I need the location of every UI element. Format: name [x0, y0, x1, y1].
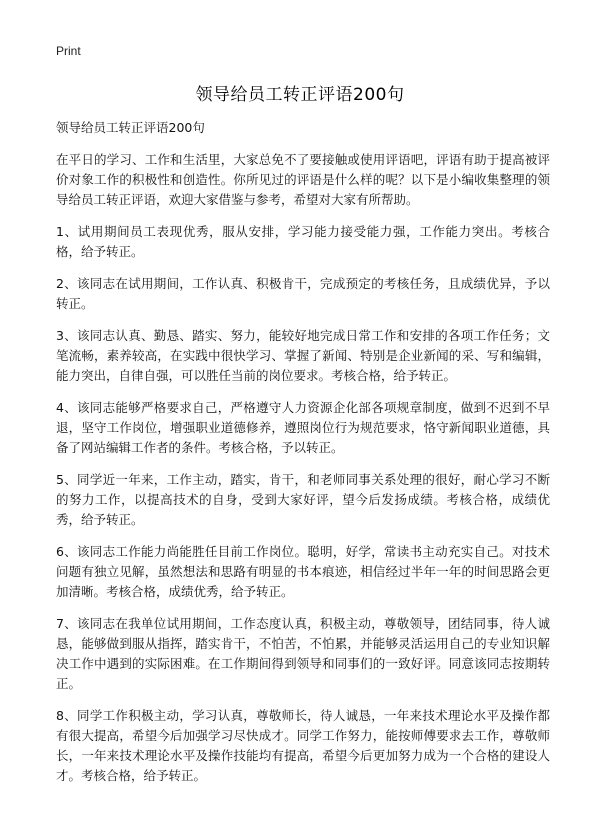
- comment-item-6: 6、该同志工作能力尚能胜任目前工作岗位。聪明，好学，常读书主动充实自己。对技术问题有独立见解，虽然想法和思路有明显的书本痕迹，相信经过半年一年的时间思路会更加清晰。考核合格，成绩优秀，给予转正。: [56, 544, 550, 599]
- comment-item-8: 8、同学工作积极主动，学习认真，尊敬师长，待人诚恳，一年来技术理论水平及操作都有很大提高，希望今后加强学习尽快成才。同学工作努力，能按师傅要求去工作，尊敬师长，一年来技术理论水平及操作技能均有提高，希望今后更加努力成为一个合格的建设人才。考核合格，给予转正。: [56, 708, 550, 783]
- comment-item-4: 4、该同志能够严格要求自己，严格遵守人力资源企化部各项规章制度，做到不迟到不早退，坚守工作岗位，增强职业道德修养，遵照岗位行为规范要求，恪守新闻职业道德，具备了网站编辑工作者的条件。考核合格，予以转正。: [56, 400, 550, 455]
- comment-item-7: 7、该同志在我单位试用期间，工作态度认真，积极主动，尊敬领导，团结同事，待人诚恳，能够做到服从指挥，踏实肯干，不怕苦，不怕累，并能够灵活运用自己的专业知识解决工作中遇到的实际困难。在工作期间得到领导和同事们的一致好评。同意该同志按期转正。: [56, 616, 550, 691]
- article-body: [56, 118, 550, 798]
- page-title: 领导给员工转正评语200句: [195, 85, 405, 105]
- print-link[interactable]: Print: [56, 44, 81, 58]
- article-subtitle: 领导给员工转正评语200句: [56, 120, 205, 135]
- comment-item-1: 1、试用期间员工表现优秀，服从安排，学习能力接受能力强，工作能力突出。考核合格，给予转正。: [56, 224, 550, 259]
- comment-item-3: 3、该同志认真、勤恳、踏实、努力，能较好地完成日常工作和安排的各项工作任务；文笔流畅，素养较高，在实践中很快学习、掌握了新闻、特别是企业新闻的采、写和编辑，能力突出，自律自强，可以胜任当前的岗位要求。考核合格，给予转正。: [56, 328, 550, 383]
- comment-item-2: 2、该同志在试用期间，工作认真、积极肯干，完成预定的考核任务，且成绩优异，予以转正。: [56, 276, 550, 311]
- comment-item-5: 5、同学近一年来，工作主动，踏实，肯干，和老师同事关系处理的很好，耐心学习不断的努力工作，以提高技术的自身，受到大家好评，望今后发扬成绩。考核合格，成绩优秀，给予转正。: [56, 472, 550, 527]
- intro-paragraph: 在平日的学习、工作和生活里，大家总免不了要接触或使用评语吧，评语有助于提高被评价对象工作的积极性和创造性。你所见过的评语是什么样的呢？以下是小编收集整理的领导给员工转正评语，欢迎大家借鉴与参考，希望对大家有所帮助。: [56, 152, 550, 207]
